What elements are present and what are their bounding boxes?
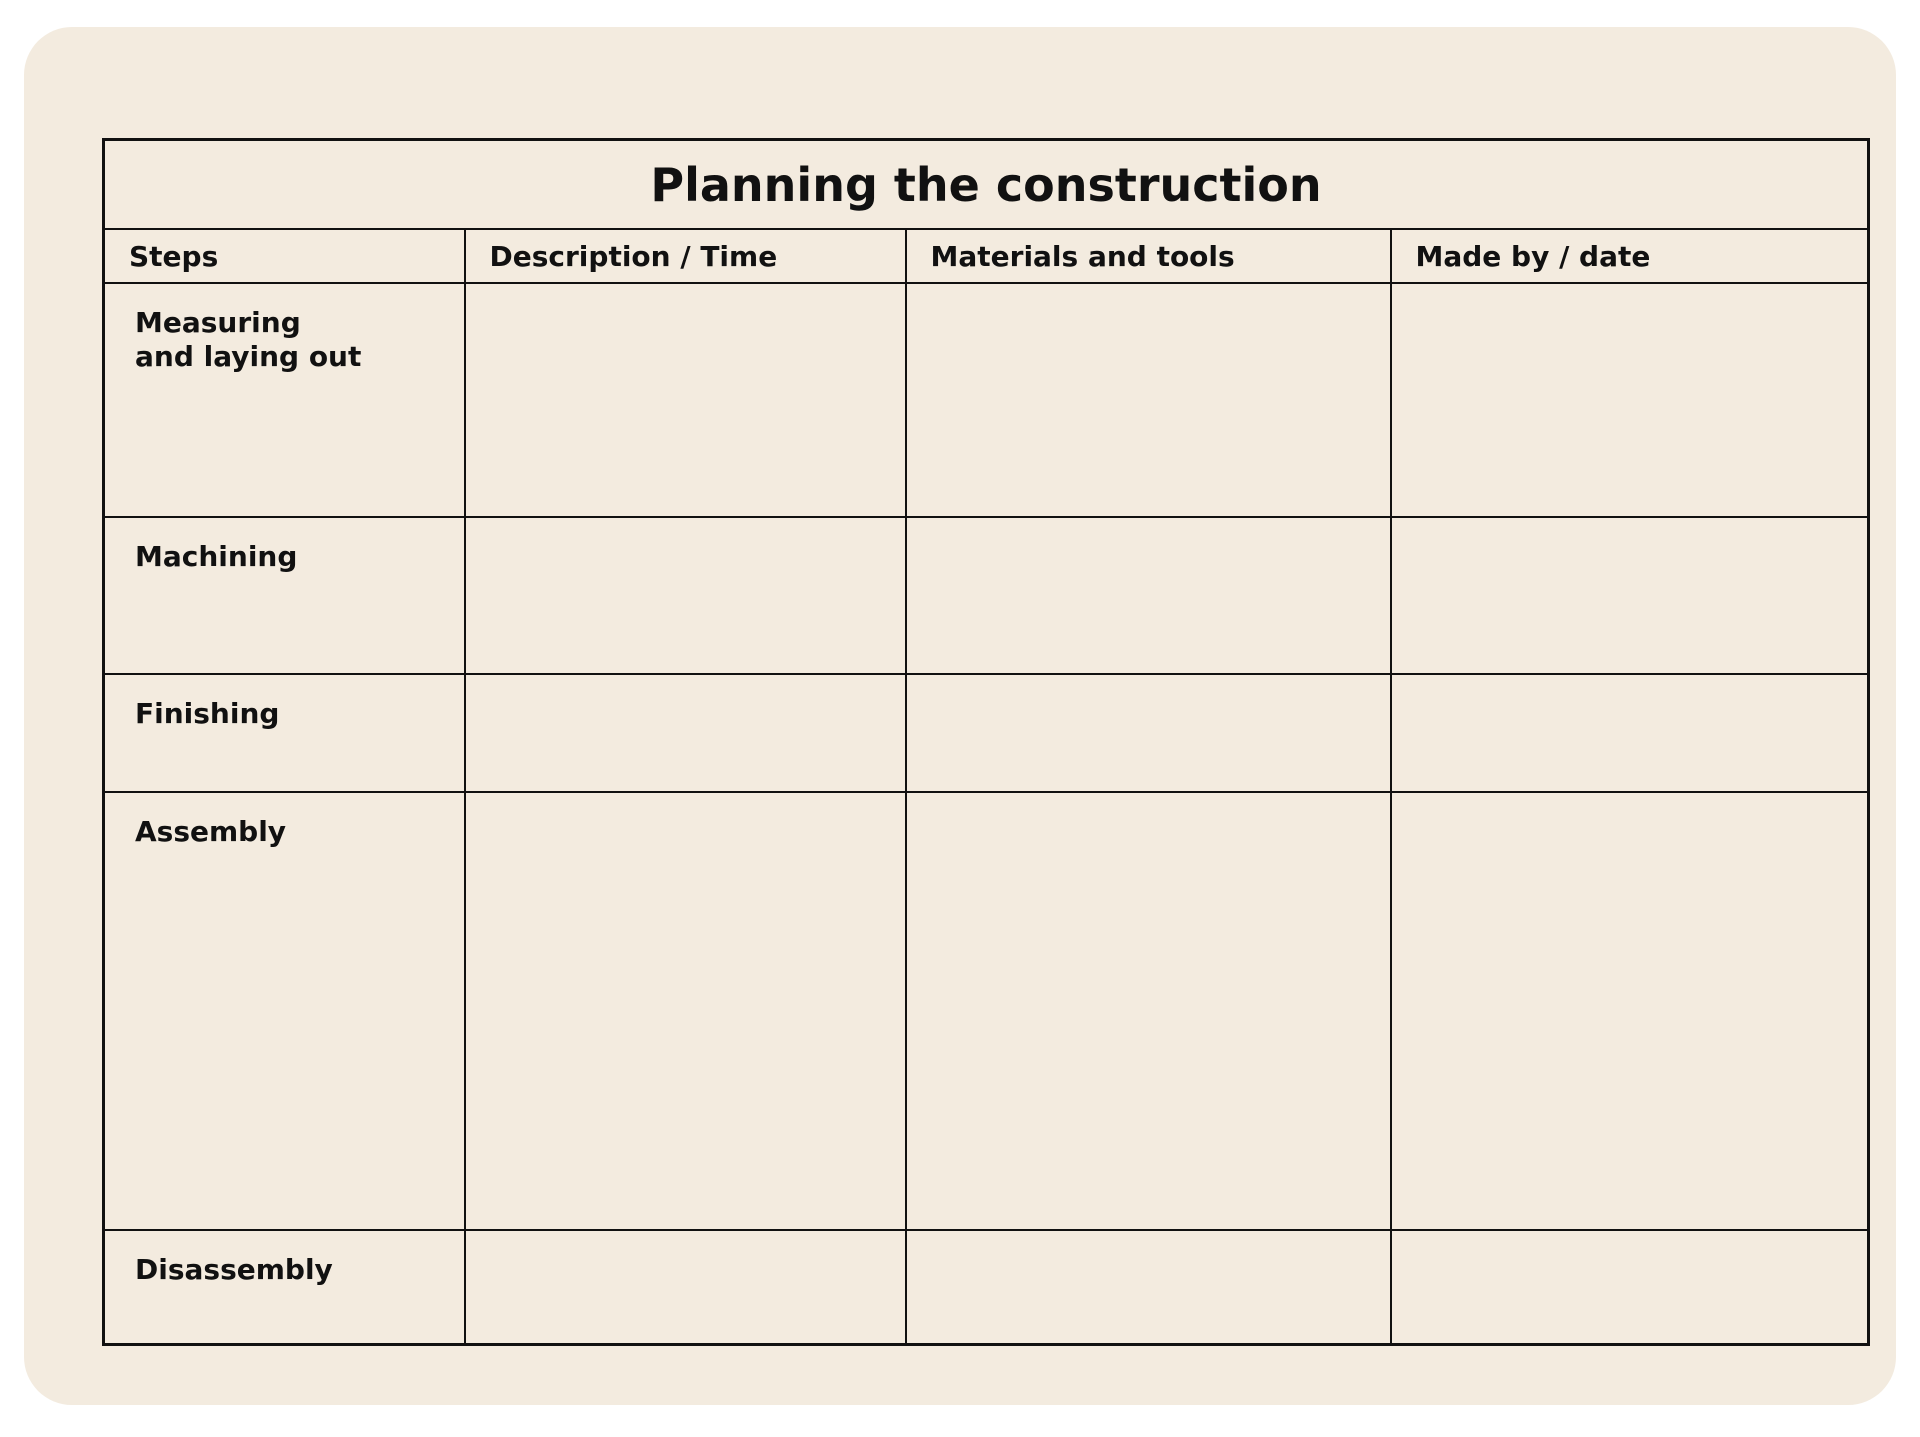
made-by-cell[interactable] bbox=[1391, 1230, 1869, 1344]
step-cell bbox=[104, 674, 465, 792]
materials-cell[interactable] bbox=[906, 283, 1391, 516]
table-row bbox=[104, 1230, 1869, 1344]
step-label: Machining bbox=[135, 539, 298, 573]
column-header-materials-tools: Materials and tools bbox=[906, 229, 1391, 283]
made-by-cell[interactable] bbox=[1391, 283, 1869, 516]
step-cell bbox=[104, 1230, 465, 1344]
table-row bbox=[104, 517, 1869, 674]
materials-cell[interactable] bbox=[906, 517, 1391, 674]
made-by-cell[interactable] bbox=[1391, 674, 1869, 792]
step-label: Assembly bbox=[135, 815, 287, 849]
title-row bbox=[104, 140, 1869, 230]
table-title: Planning the construction bbox=[104, 140, 1869, 230]
step-label: Measuring and laying out bbox=[135, 306, 362, 374]
description-cell[interactable] bbox=[465, 674, 906, 792]
planning-table bbox=[102, 138, 1870, 1346]
materials-cell[interactable] bbox=[906, 674, 1391, 792]
header-row bbox=[104, 229, 1869, 283]
step-label: Disassembly bbox=[135, 1253, 333, 1287]
description-cell[interactable] bbox=[465, 283, 906, 516]
column-header-made-by-date: Made by / date bbox=[1391, 229, 1869, 283]
description-cell[interactable] bbox=[465, 517, 906, 674]
step-cell bbox=[104, 792, 465, 1230]
step-cell bbox=[104, 517, 465, 674]
worksheet-card bbox=[24, 27, 1896, 1405]
made-by-cell[interactable] bbox=[1391, 792, 1869, 1230]
made-by-cell[interactable] bbox=[1391, 517, 1869, 674]
table-row bbox=[104, 674, 1869, 792]
materials-cell[interactable] bbox=[906, 1230, 1391, 1344]
column-header-steps: Steps bbox=[104, 229, 465, 283]
table-row bbox=[104, 792, 1869, 1230]
description-cell[interactable] bbox=[465, 792, 906, 1230]
step-cell bbox=[104, 283, 465, 516]
step-label: Finishing bbox=[135, 697, 280, 731]
description-cell[interactable] bbox=[465, 1230, 906, 1344]
table-row bbox=[104, 283, 1869, 516]
column-header-description-time: Description / Time bbox=[465, 229, 906, 283]
materials-cell[interactable] bbox=[906, 792, 1391, 1230]
